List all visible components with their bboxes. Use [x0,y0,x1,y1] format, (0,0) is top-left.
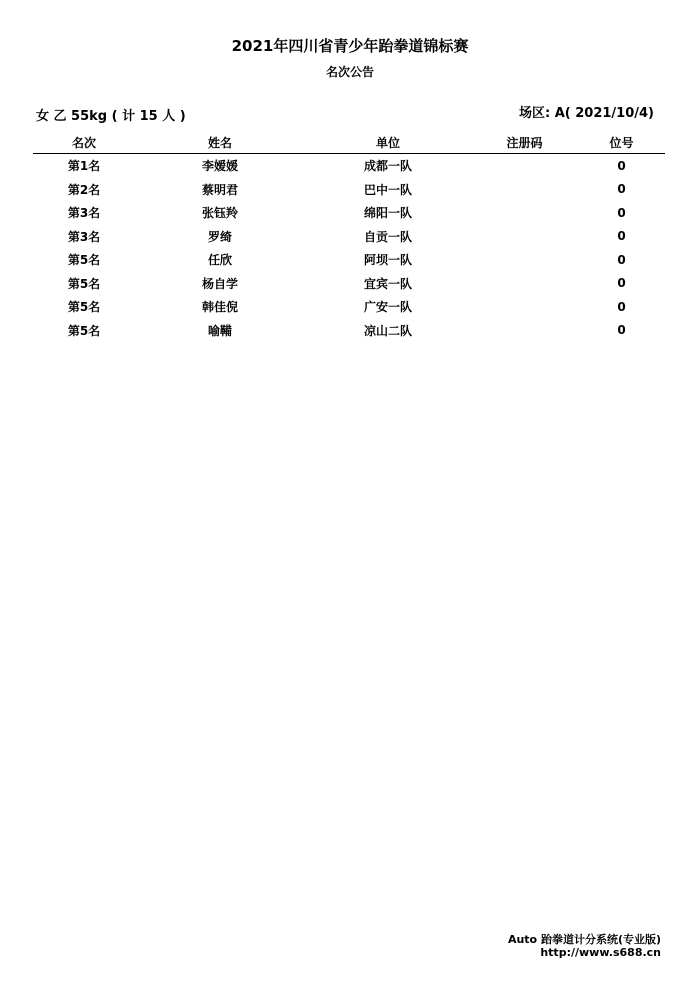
venue-label: 场区: A( 2021/10/4) [518,106,654,121]
position-cell: 0 [617,182,626,197]
table-row [33,319,665,343]
document-title: 2021年四川省青少年跆拳道锦标赛 [231,37,469,55]
table-row [33,201,665,225]
reg-code-cell [471,178,578,202]
header-reg-code: 注册码 [471,131,578,154]
results-table [33,131,665,342]
position-cell: 0 [617,229,626,244]
reg-code-cell [471,319,578,343]
name-cell: 罗绮 [207,229,232,244]
rank-cell: 第1名 [67,159,101,174]
header-position: 位号 [578,131,665,154]
reg-code-cell [471,201,578,225]
reg-code-cell [471,225,578,249]
position-cell: 0 [617,299,626,314]
position-cell: 0 [617,158,626,173]
position-cell: 0 [617,323,626,338]
table-row [33,225,665,249]
unit-cell: 凉山二队 [363,323,412,338]
name-cell: 任欣 [207,253,232,268]
table-row [33,272,665,296]
name-cell: 李嫒媛 [201,159,238,174]
reg-code-cell [471,295,578,319]
unit-cell: 自贡一队 [363,229,412,244]
name-cell: 杨自学 [201,276,238,291]
header-unit: 单位 [305,131,471,154]
table-header-row [33,131,665,154]
name-cell: 喻鞴 [207,323,232,338]
unit-cell: 宜宾一队 [363,276,412,291]
name-cell: 张钰羚 [201,206,238,221]
position-cell: 0 [617,205,626,220]
table-row [33,178,665,202]
table-row [33,295,665,319]
rank-cell: 第5名 [67,323,101,338]
reg-code-cell [471,248,578,272]
document-subtitle: 名次公告 [325,65,374,79]
table-row [33,248,665,272]
table-row [33,154,665,178]
name-cell: 蔡明君 [201,182,238,197]
reg-code-cell [471,154,578,178]
position-cell: 0 [617,252,626,267]
name-cell: 韩佳倪 [201,300,238,315]
unit-cell: 绵阳一队 [363,206,412,221]
rank-cell: 第2名 [67,182,101,197]
unit-cell: 成都一队 [363,159,412,174]
unit-cell: 阿坝一队 [363,253,412,268]
division-label: 女 乙 55kg ( 计 15 人 ) [36,109,186,124]
position-cell: 0 [617,276,626,291]
rank-cell: 第5名 [67,300,101,315]
rank-cell: 第5名 [67,253,101,268]
footer-url: http://www.s688.cn [540,946,661,959]
unit-cell: 广安一队 [363,300,412,315]
rank-cell: 第3名 [67,229,101,244]
reg-code-cell [471,272,578,296]
unit-cell: 巴中一队 [363,182,412,197]
rank-cell: 第3名 [67,206,101,221]
header-name: 姓名 [135,131,305,154]
header-rank: 名次 [33,131,135,154]
rank-cell: 第5名 [67,276,101,291]
footer-system-name: Auto 跆拳道计分系统(专业版) [507,933,661,946]
